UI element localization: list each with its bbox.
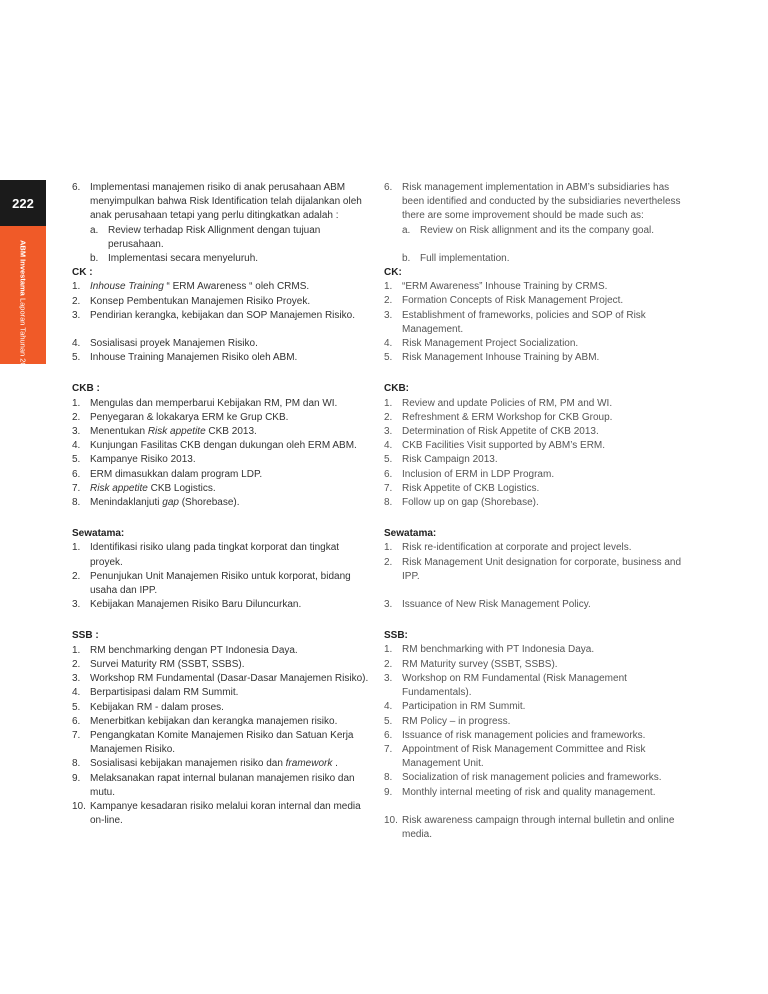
list-item: 1. “ERM Awareness” Inhouse Training by CRMS.	[384, 281, 608, 293]
list-item: 1. Inhouse Training “ ERM Awareness “ oleh CRMS.	[72, 281, 310, 293]
section-heading: CK :	[72, 267, 93, 279]
page-number: 222	[0, 180, 46, 226]
list-item: 3. Workshop on RM Fundamental (Risk Management Fundamentals).	[384, 672, 627, 699]
list-item: 2. RM Maturity survey (SSBT, SSBS).	[384, 658, 558, 670]
list-item: 8. Sosialisasi kebijakan manajemen risiko dan framework .	[72, 758, 338, 770]
list-item: 3. Establishment of frameworks, policies and SOP of Risk Management.	[384, 309, 646, 335]
list-item: 2. Risk Management Unit designation for corporate, business and IPP.	[384, 556, 682, 582]
list-item: 2. Refreshment & ERM Workshop for CKB Group.	[384, 411, 613, 423]
section-ck	[384, 266, 686, 365]
list-item: 1. Mengulas dan memperbarui Kebijakan RM, PM dan WI.	[72, 397, 338, 409]
section-heading: CKB:	[384, 383, 409, 395]
list-item: 5. Risk Management Inhouse Training by ABM.	[384, 352, 600, 364]
list-item: 2. Survei Maturity RM (SSBT, SSBS).	[72, 658, 245, 670]
list-item: 4. Sosialisasi proyek Manajemen Risiko.	[72, 338, 258, 350]
list-item: 10. Kampanye kesadaran risiko melalui koran internal dan media on-line.	[72, 800, 361, 827]
list-item: 6. Risk management implementation in ABM’s subsidiaries has been identified and conducted by the subsidiaries nevertheless there are some improvement should be made such as:	[384, 182, 681, 222]
section-sewatama	[72, 527, 374, 612]
list-item: 6. Implementasi manajemen risiko di anak perusahaan ABM menyimpulkan bahwa Risk Identification telah dijalankan oleh anak perusahaan tetapi yang perlu ditingkatkan adalah :	[72, 182, 362, 222]
section-heading: CKB :	[72, 383, 100, 395]
list-item: 1. Risk re-identification at corporate and project levels.	[384, 542, 632, 554]
side-label-brand: ABM Investama	[18, 240, 28, 296]
list-item: 8. Socialization of risk management policies and frameworks.	[384, 772, 662, 784]
right-column	[384, 181, 686, 853]
sub-item: b. Full implementation.	[402, 252, 510, 264]
list-item: 5. RM Policy – in progress.	[384, 715, 511, 727]
list-item: 8. Menindaklanjuti gap (Shorebase).	[72, 497, 240, 509]
list-item: 8. Follow up on gap (Shorebase).	[384, 497, 539, 509]
list-item: 1. Identifikasi risiko ulang pada tingkat korporat dan tingkat proyek.	[72, 542, 340, 568]
list-item: 6. Issuance of risk management policies and frameworks.	[384, 729, 646, 741]
section-heading: Sewatama:	[72, 528, 125, 540]
section-heading: SSB:	[384, 630, 408, 642]
list-item: 6. Menerbitkan kebijakan dan kerangka manajemen risiko.	[72, 715, 338, 727]
section-heading: Sewatama:	[384, 528, 437, 540]
side-label-rest: Laporan Tahunan 2013	[18, 295, 28, 375]
list-item: 6. Inclusion of ERM in LDP Program.	[384, 468, 555, 480]
sub-item: b. Implementasi secara menyeluruh.	[90, 253, 259, 265]
list-item: 3. Menentukan Risk appetite CKB 2013.	[72, 426, 257, 438]
list-item: 7. Appointment of Risk Management Committee and Risk Management Unit.	[384, 743, 646, 770]
list-item: 7. Risk Appetite of CKB Logistics.	[384, 482, 540, 494]
list-item: 7. Risk appetite CKB Logistics.	[72, 482, 216, 494]
section-ckb	[384, 382, 686, 510]
list-item: 4. Participation in RM Summit.	[384, 701, 526, 713]
list-item: 4. Kunjungan Fasilitas CKB dengan dukungan oleh ERM ABM.	[72, 440, 357, 452]
list-item: 10. Risk awareness campaign through internal bulletin and online media.	[384, 814, 675, 840]
list-item: 4. Berpartisipasi dalam RM Summit.	[72, 687, 239, 699]
sub-item: a. Review terhadap Risk Allignment dengan tujuan perusahaan.	[90, 224, 321, 250]
section-ckb	[72, 382, 374, 510]
side-label	[6, 240, 40, 375]
list-item: 3. Issuance of New Risk Management Policy.	[384, 599, 591, 611]
list-item: 4. Risk Management Project Socialization.	[384, 338, 579, 350]
list-item: 7. Pengangkatan Komite Manajemen Risiko dan Satuan Kerja Manajemen Risiko.	[72, 729, 354, 756]
section-ssb	[384, 629, 686, 842]
list-item: 5. Risk Campaign 2013.	[384, 454, 498, 466]
list-item: 9. Monthly internal meeting of risk and quality management.	[384, 786, 656, 798]
list-item: 3. Pendirian kerangka, kebijakan dan SOP Manajemen Risiko.	[72, 309, 355, 321]
section-heading: SSB :	[72, 630, 99, 642]
list-item: 5. Kebijakan RM - dalam proses.	[72, 701, 224, 713]
sub-item: a. Review on Risk allignment and its the company goal.	[402, 224, 655, 236]
list-item: 4. CKB Facilities Visit supported by ABM’s ERM.	[384, 440, 606, 452]
list-item: 6. ERM dimasukkan dalam program LDP.	[72, 468, 263, 480]
list-item: 1. RM benchmarking dengan PT Indonesia Daya.	[72, 644, 298, 656]
section-heading: CK:	[384, 267, 402, 279]
list-item: 1. RM benchmarking with PT Indonesia Daya.	[384, 644, 595, 656]
list-item: 5. Inhouse Training Manajemen Risiko oleh ABM.	[72, 352, 298, 364]
list-item: 3. Determination of Risk Appetite of CKB 2013.	[384, 426, 599, 438]
left-column	[72, 181, 374, 839]
list-item: 2. Penunjukan Unit Manajemen Risiko untuk korporat, bidang usaha dan IPP.	[72, 570, 351, 597]
list-item: 9. Melaksanakan rapat internal bulanan manajemen risiko dan mutu.	[72, 772, 355, 798]
list-item: 1. Review and update Policies of RM, PM and WI.	[384, 397, 613, 409]
list-item: 3. Kebijakan Manajemen Risiko Baru Diluncurkan.	[72, 599, 302, 611]
section-ck	[72, 266, 374, 365]
list-item: 3. Workshop RM Fundamental (Dasar-Dasar Manajemen Risiko).	[72, 673, 369, 685]
section-ssb	[72, 629, 374, 828]
list-item: 2. Konsep Pembentukan Manajemen Risiko Proyek.	[72, 295, 311, 307]
section-sewatama	[384, 527, 686, 612]
list-item: 2. Formation Concepts of Risk Management Project.	[384, 295, 624, 307]
list-item: 2. Penyegaran & lokakarya ERM ke Grup CKB.	[72, 411, 289, 423]
list-item: 5. Kampanye Risiko 2013.	[72, 454, 196, 466]
